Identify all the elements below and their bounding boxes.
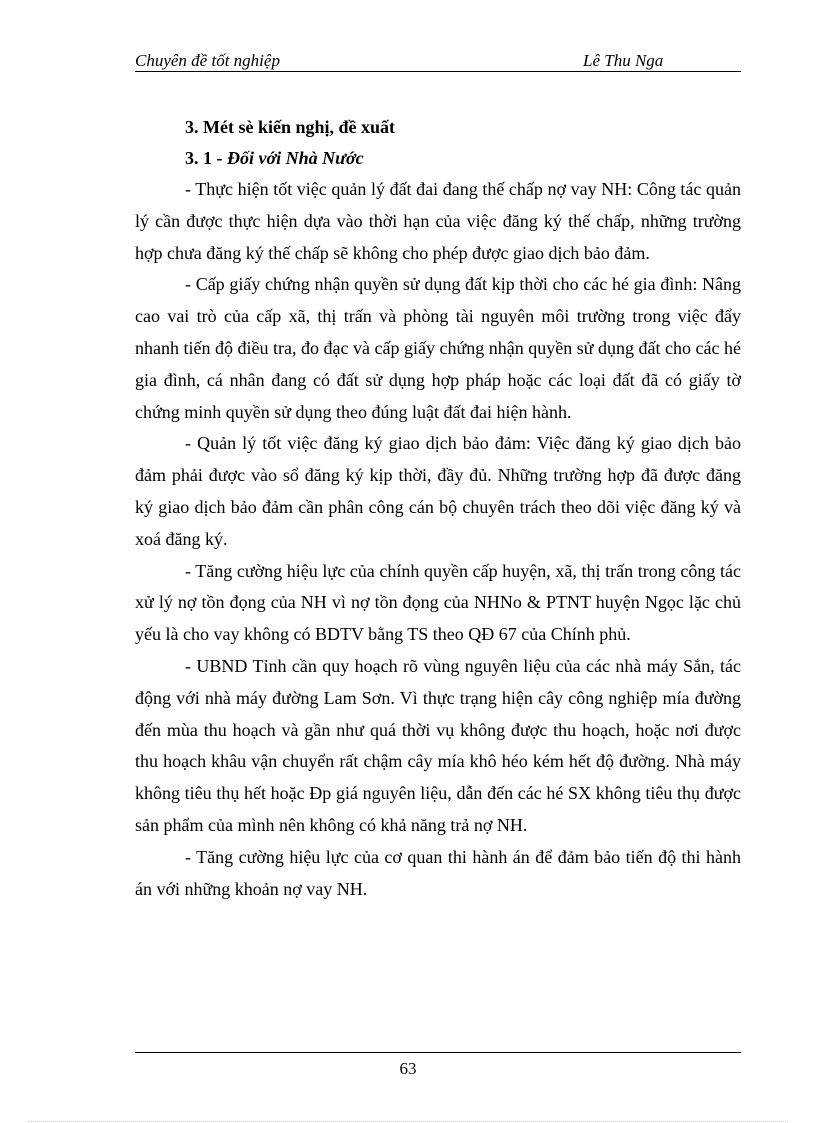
paragraph: - Tăng cường hiệu lực của chính quyền cấp huyện, xã, thị trấn trong công tác xử lý nợ tồn đọng của NH vì nợ tồn đọng của NHNo & PTNT huyện Ngọc lặc chủ yếu là cho vay không có BDTV bằng TS theo QĐ 67 của Chính phủ. (135, 560, 741, 645)
header-document-title: Chuyên đề tốt nghiệp (135, 51, 280, 70)
subsection-heading (185, 143, 741, 174)
page-content (135, 112, 741, 905)
page-number: 63 (399, 1059, 417, 1078)
footer-divider (135, 1052, 741, 1053)
page-header (135, 49, 741, 72)
paragraph: - Quản lý tốt việc đăng ký giao dịch bảo đảm: Việc đăng ký giao dịch bảo đảm phải được vào sổ đăng ký kịp thời, đầy đủ. Những trường hợp đã được đăng ký giao dịch bảo đảm cần phân công cán bộ chuyên trách theo dõi việc đăng ký và xoá đăng ký. (135, 433, 741, 549)
subsection-title: Đối với Nhà Nước (227, 148, 364, 168)
section-heading: 3. Mét sè kiến nghị, đề xuất (185, 117, 396, 137)
paragraph: - Cấp giấy chứng nhận quyền sử dụng đất kịp thời cho các hé gia đình: Nâng cao vai trò của cấp xã, thị trấn và phòng tài nguyên môi trường trong việc đẩy nhanh tiến độ điều tra, đo đạc và cấp giấy chứng nhận quyền sử dụng đất cho các hé gia đình, cá nhân đang có đất sử dụng hợp pháp hoặc các loại đất đã có giấy tờ chứng minh quyền sử dụng theo đúng luật đất đai hiện hành. (135, 274, 741, 422)
header-author: Lê Thu Nga (583, 51, 664, 70)
page-bottom-dotted-border (28, 1121, 788, 1122)
paragraph: - UBND Tỉnh cần quy hoạch rõ vùng nguyên liệu của các nhà máy Sắn, tác động với nhà máy đường Lam Sơn. Vì thực trạng hiện cây công nghiệp mía đường đến mùa thu hoạch và gần như quá thời vụ không được thu hoạch, hoặc nơi được thu hoạch khâu vận chuyển rất chậm cây mía khô héo kém hết độ đường. Nhà máy không tiêu thụ hết hoặc Ðp giá nguyên liệu, dẫn đến các hé SX không tiêu thụ được sản phẩm của mình nên không có khả năng trả nợ NH. (135, 655, 741, 835)
paragraph: - Tăng cường hiệu lực của cơ quan thi hành án để đảm bảo tiến độ thi hành án với những khoản nợ vay NH. (135, 846, 741, 899)
paragraph: - Thực hiện tốt việc quản lý đất đai đang thế chấp nợ vay NH: Công tác quản lý cần được thực hiện dựa vào thời hạn của việc đăng ký thế chấp, những trường hợp chưa đăng ký thế chấp sẽ không cho phép được giao dịch bảo đảm. (135, 179, 741, 263)
subsection-number: 3. 1 - (185, 148, 227, 168)
